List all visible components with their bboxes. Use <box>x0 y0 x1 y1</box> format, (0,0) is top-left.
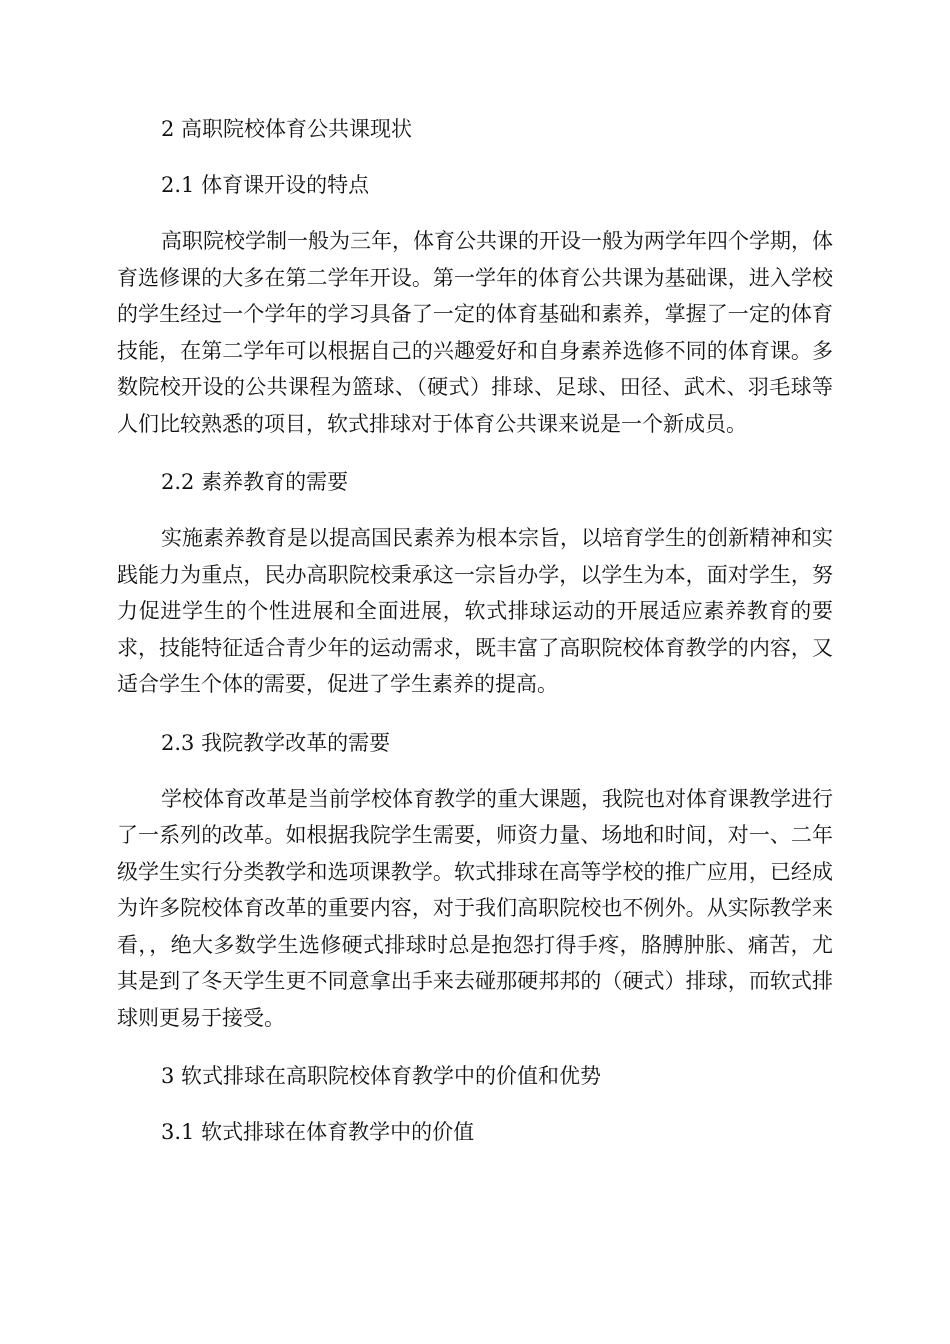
section-heading-2: 2 高职院校体育公共课现状 <box>161 117 413 141</box>
document-body <box>117 111 833 1150</box>
section-heading-2-2: 2.2 素养教育的需要 <box>161 470 349 494</box>
section-heading-3: 3 软式排球在高职院校体育教学中的价值和优势 <box>161 1064 602 1088</box>
section-heading-2-1: 2.1 体育课开设的特点 <box>161 173 370 197</box>
paragraph-quality-education: 实施素养教育是以提高国民素养为根本宗旨，以培育学生的创新精神和实践能力为重点，民办高职院校秉承这一宗旨办学，以学生为本，面对学生，努力促进学生的个性进展和全面进展，软式排球运动的开展适应素养教育的要求，技能特征适合青少年的运动需求，既丰富了高职院校体育教学的内容，又适合学生个体的需要，促进了学生素养的提高。 <box>117 526 833 696</box>
section-heading-3-1: 3.1 软式排球在体育教学中的价值 <box>161 1120 475 1144</box>
paragraph-teaching-reform: 学校体育改革是当前学校体育教学的重大课题，我院也对体育课教学进行了一系列的改革。如根据我院学生需要，师资力量、场地和时间，对一、二年级学生实行分类教学和选项课教学。软式排球在高等学校的推广应用，已经成为许多院校体育改革的重要内容，对于我们高职院校也不例外。从实际教学来看，，绝大多数学生选修硬式排球时总是抱怨打得手疼，胳膊肿胀、痛苦，尤其是到了冬天学生更不同意拿出手来去碰那硬邦邦的（硬式）排球，而软式排球则更易于接受。 <box>117 786 833 1030</box>
paragraph-course-features: 高职院校学制一般为三年，体育公共课的开设一般为两学年四个学期，体育选修课的大多在第二学年开设。第一学年的体育公共课为基础课，进入学校的学生经过一个学年的学习具备了一定的体育基础和素养，掌握了一定的体育技能，在第二学年可以根据自己的兴趣爱好和自身素养选修不同的体育课。多数院校开设的公共课程为篮球、（硬式）排球、足球、田径、武术、羽毛球等人们比较熟悉的项目，软式排球对于体育公共课来说是一个新成员。 <box>117 229 833 436</box>
section-heading-2-3: 2.3 我院教学改革的需要 <box>161 730 391 755</box>
